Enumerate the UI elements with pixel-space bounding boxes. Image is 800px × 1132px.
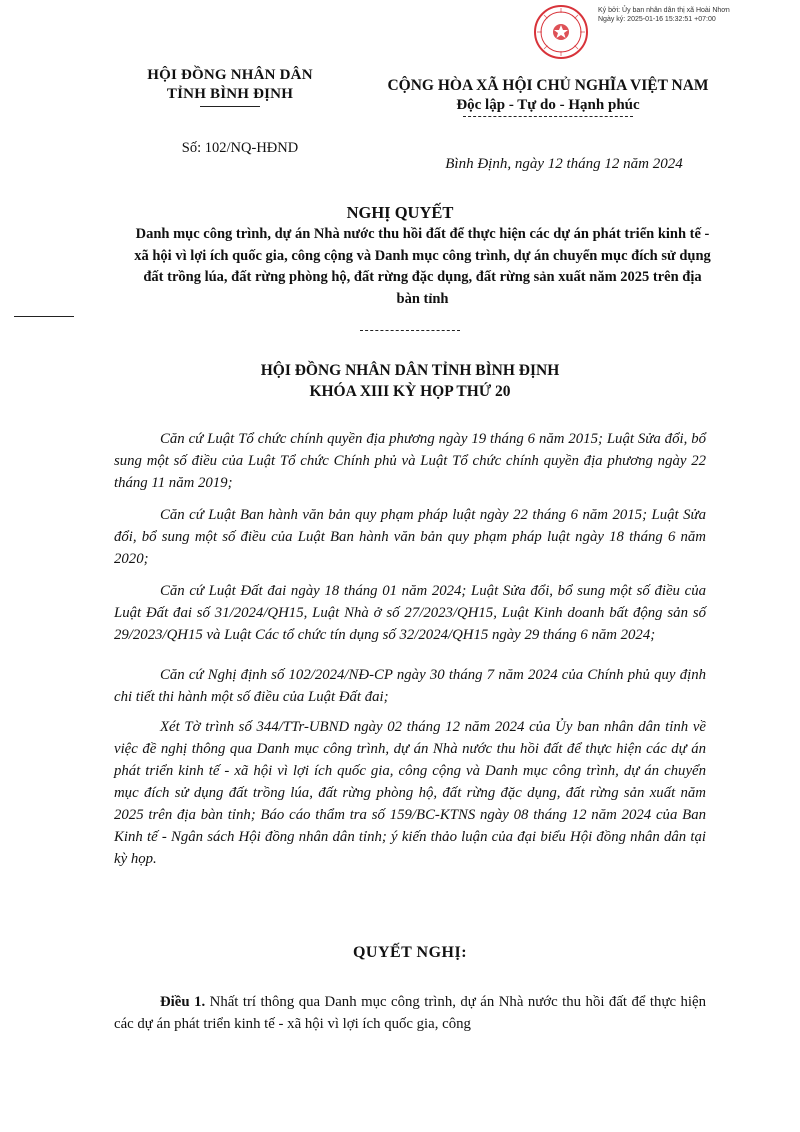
signature-signer: Ký bởi: Ủy ban nhân dân thị xã Hoài Nhơn (598, 7, 730, 14)
margin-mark (14, 316, 74, 317)
legal-basis-paragraph: Căn cứ Luật Tổ chức chính quyền địa phương ngày 19 tháng 6 năm 2015; Luật Sửa đổi, bổ sung một số điều của Luật Tổ chức Chính phủ và Luật Tổ chức chính quyền địa phương ngày 22 tháng 11 năm 2019; (114, 431, 706, 491)
council-heading (150, 360, 670, 402)
subject-underline (360, 330, 460, 331)
national-header (366, 76, 730, 117)
nation-name: CỘNG HÒA XÃ HỘI CHỦ NGHĨA VIỆT NAM (387, 77, 709, 94)
article-1-text: Nhất trí thông qua Danh mục công trình, dự án Nhà nước thu hồi đất để thực hiện các dự án phát triển kinh tế - xã hội vì lợi ích quốc gia, công (114, 994, 706, 1032)
legal-basis-paragraph: Căn cứ Luật Ban hành văn bản quy phạm pháp luật ngày 22 tháng 6 năm 2015; Luật Sửa đổi, bổ sung một số điều của Luật Ban hành văn bản quy phạm pháp luật ngày 18 tháng 6 năm 2020; (114, 507, 706, 567)
place-and-date: Bình Định, ngày 12 tháng 12 năm 2024 (445, 156, 683, 172)
org-name-line1: HỘI ĐỒNG NHÂN DÂN (147, 67, 313, 83)
article-1-label: Điều 1. (160, 994, 206, 1010)
resolution-heading: QUYẾT NGHỊ: (352, 944, 468, 961)
article-1 (114, 991, 706, 1035)
council-name: HỘI ĐỒNG NHÂN DÂN TỈNH BÌNH ĐỊNH (260, 362, 560, 379)
council-session: KHÓA XIII KỲ HỌP THỨ 20 (309, 383, 511, 400)
org-name-line2: TỈNH BÌNH ĐỊNH (166, 86, 294, 102)
consideration-paragraph: Xét Tờ trình số 344/TTr-UBND ngày 02 tháng 12 năm 2024 của Ủy ban nhân dân tỉnh về việc đề nghị thông qua Danh mục công trình, dự án Nhà nước thu hồi đất để thực hiện các dự án phát triển kinh tế - xã hội vì lợi ích quốc gia, công cộng và Danh mục công trình, dự án chuyển mục đích sử dụng đất trồng lúa, đất rừng phòng hộ, đất rừng đặc dụng, đất rừng sản xuất năm 2025 trên địa bàn tỉnh; Báo cáo thẩm tra số 159/BC-KTNS ngày 08 tháng 12 năm 2024 của Ban Kinh tế - Ngân sách Hội đồng nhân dân tỉnh; ý kiến thảo luận của đại biểu Hội đồng nhân dân tại kỳ họp. (114, 719, 706, 867)
digital-signature-info (598, 6, 798, 24)
document-subject: Danh mục công trình, dự án Nhà nước thu hồi đất để thực hiện các dự án phát triển kinh tế - xã hội vì lợi ích quốc gia, công cộng và Danh mục công trình, dự án chuyển mục đích sử dụng đất trồng lúa, đất rừng phòng hộ, đất rừng đặc dụng, đất rừng sản xuất năm 2025 trên địa bàn tỉnh (134, 226, 711, 307)
document-title: NGHỊ QUYẾT (346, 203, 454, 222)
org-underline (200, 106, 260, 107)
motto-underline (463, 116, 633, 117)
document-number: Số: 102/NQ-HĐND (181, 140, 299, 156)
signature-date: Ngày ký: 2025-01-16 15:32:51 +07:00 (598, 16, 716, 23)
national-motto: Độc lập - Tự do - Hạnh phúc (456, 97, 640, 113)
legal-basis-paragraph: Căn cứ Nghị định số 102/2024/NĐ-CP ngày 30 tháng 7 năm 2024 của Chính phủ quy định chi tiết thi hành một số điều của Luật Đất đai; (114, 667, 706, 705)
legal-basis-paragraph: Căn cứ Luật Đất đai ngày 18 tháng 01 năm 2024; Luật Sửa đổi, bổ sung một số điều của Luật Đất đai số 31/2024/QH15, Luật Nhà ở số 27/2023/QH15, Luật Kinh doanh bất động sản số 29/2023/QH15 và Luật Các tổ chức tín dụng số 32/2024/QH15 ngày 29 tháng 6 năm 2024; (114, 583, 706, 643)
issuing-authority (120, 66, 340, 107)
signature-seal-icon (533, 4, 589, 60)
